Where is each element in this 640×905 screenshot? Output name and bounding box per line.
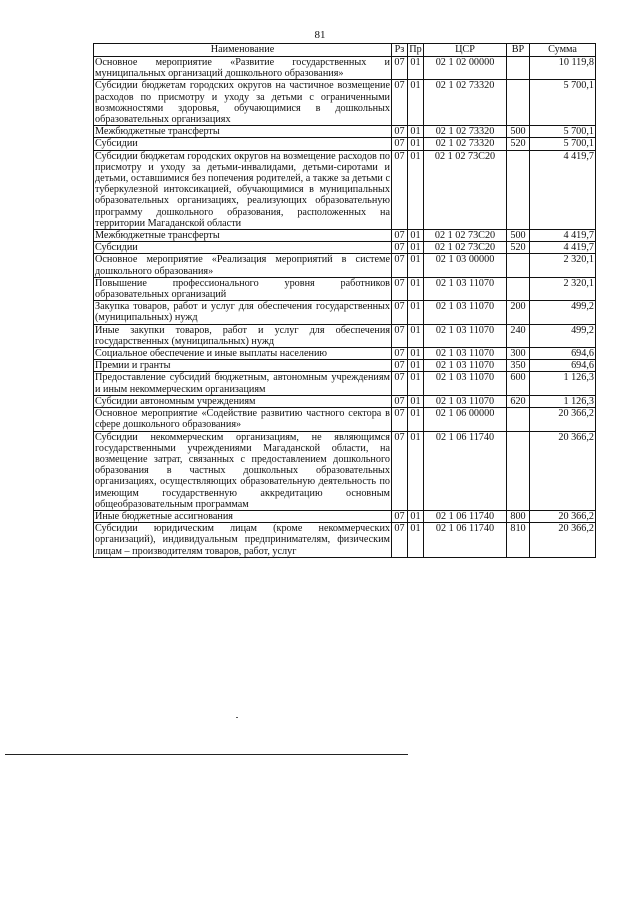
header-vr: ВР xyxy=(507,44,530,57)
row-pr: 01 xyxy=(408,523,424,558)
row-csr: 02 1 03 11070 xyxy=(424,360,507,372)
table-row xyxy=(94,510,596,522)
row-pr: 01 xyxy=(408,57,424,80)
row-pr: 01 xyxy=(408,360,424,372)
table-row xyxy=(94,372,596,395)
header-rz: Рз xyxy=(392,44,408,57)
row-name: Закупка товаров, работ и услуг для обеспечения государственных (муниципальных) нужд xyxy=(95,301,390,324)
row-vr xyxy=(507,408,530,431)
row-csr: 02 1 06 11740 xyxy=(424,523,507,558)
header-row xyxy=(94,44,596,57)
row-pr: 01 xyxy=(408,126,424,138)
row-csr: 02 1 03 00000 xyxy=(424,254,507,277)
row-rz: 07 xyxy=(392,510,408,522)
row-sum: 2 320,1 xyxy=(530,277,596,300)
budget-table xyxy=(93,43,596,558)
row-name: Субсидии некоммерческим организациям, не являющимся государственными учреждениями Магаданской области, на возмещение затрат, связанных с предоставлением дошкольного образования в частных дошкольных образовательных организациях, осуществляющих образовательную деятельность по имеющим государственную аккредитацию основным общеобразовательным программам xyxy=(95,431,390,510)
table-row xyxy=(94,360,596,372)
row-csr: 02 1 03 11070 xyxy=(424,301,507,324)
row-name: Предоставление субсидий бюджетным, автономным учреждениям и иным некоммерческим организациям xyxy=(95,372,390,395)
row-csr: 02 1 06 00000 xyxy=(424,408,507,431)
table-row xyxy=(94,277,596,300)
row-rz: 07 xyxy=(392,408,408,431)
row-rz: 07 xyxy=(392,80,408,126)
row-sum: 2 320,1 xyxy=(530,254,596,277)
row-pr: 01 xyxy=(408,254,424,277)
table-row xyxy=(94,80,596,126)
row-sum: 4 419,7 xyxy=(530,230,596,242)
row-csr: 02 1 03 11070 xyxy=(424,277,507,300)
row-rz: 07 xyxy=(392,348,408,360)
table-row xyxy=(94,348,596,360)
header-name: Наименование xyxy=(94,44,392,57)
row-rz: 07 xyxy=(392,57,408,80)
row-rz: 07 xyxy=(392,395,408,407)
row-csr: 02 1 06 11740 xyxy=(424,431,507,510)
row-vr xyxy=(507,254,530,277)
row-sum: 1 126,3 xyxy=(530,372,596,395)
row-csr: 02 1 02 73320 xyxy=(424,126,507,138)
row-sum: 694,6 xyxy=(530,360,596,372)
row-rz: 07 xyxy=(392,523,408,558)
row-vr: 200 xyxy=(507,301,530,324)
row-csr: 02 1 02 73320 xyxy=(424,80,507,126)
row-pr: 01 xyxy=(408,301,424,324)
row-pr: 01 xyxy=(408,138,424,150)
table-row xyxy=(94,523,596,558)
table-row xyxy=(94,324,596,347)
row-sum: 10 119,8 xyxy=(530,57,596,80)
row-pr: 01 xyxy=(408,510,424,522)
row-rz: 07 xyxy=(392,372,408,395)
row-csr: 02 1 02 73320 xyxy=(424,138,507,150)
header-sum: Сумма xyxy=(530,44,596,57)
row-sum: 5 700,1 xyxy=(530,126,596,138)
row-name: Субсидии xyxy=(94,242,392,254)
row-name: Субсидии бюджетам городских округов на возмещение расходов по присмотру и уходу за детьми-инвалидами, детьми-сиротами и детьми, оставшимися без попечения родителей, а также за детьми с туберкулезной интоксикацией, обучающимися в муниципальных образовательных организациях, реализующих образовательную программу дошкольного образования, расположенных на территории Магаданской области xyxy=(95,150,390,229)
row-csr: 02 1 02 73С20 xyxy=(424,230,507,242)
row-rz: 07 xyxy=(392,230,408,242)
scan-speck xyxy=(236,717,238,718)
row-name: Межбюджетные трансферты xyxy=(94,230,392,242)
row-rz: 07 xyxy=(392,360,408,372)
table-body xyxy=(94,57,596,558)
row-vr: 520 xyxy=(507,138,530,150)
row-name: Иные бюджетные ассигнования xyxy=(94,510,392,522)
table-row xyxy=(94,242,596,254)
row-pr: 01 xyxy=(408,150,424,229)
row-vr xyxy=(507,431,530,510)
row-sum: 499,2 xyxy=(530,301,596,324)
row-sum: 694,6 xyxy=(530,348,596,360)
row-vr xyxy=(507,150,530,229)
row-csr: 02 1 03 11070 xyxy=(424,324,507,347)
row-csr: 02 1 06 11740 xyxy=(424,510,507,522)
row-pr: 01 xyxy=(408,230,424,242)
row-name: Межбюджетные трансферты xyxy=(94,126,392,138)
row-csr: 02 1 03 11070 xyxy=(424,372,507,395)
table-header xyxy=(94,44,596,57)
row-pr: 01 xyxy=(408,80,424,126)
row-rz: 07 xyxy=(392,277,408,300)
row-vr: 810 xyxy=(507,523,530,558)
row-sum: 1 126,3 xyxy=(530,395,596,407)
row-sum: 20 366,2 xyxy=(530,523,596,558)
row-vr xyxy=(507,277,530,300)
table-row xyxy=(94,126,596,138)
row-name: Основное мероприятие «Реализация мероприятий в системе дошкольного образования» xyxy=(95,254,390,277)
row-name: Иные закупки товаров, работ и услуг для обеспечения государственных (муниципальных) нужд xyxy=(95,324,390,347)
row-csr: 02 1 02 73С20 xyxy=(424,242,507,254)
row-vr: 300 xyxy=(507,348,530,360)
row-vr: 500 xyxy=(507,126,530,138)
row-csr: 02 1 03 11070 xyxy=(424,348,507,360)
page-number: 81 xyxy=(314,29,326,41)
table-row xyxy=(94,301,596,324)
row-pr: 01 xyxy=(408,431,424,510)
row-sum: 20 366,2 xyxy=(530,431,596,510)
row-rz: 07 xyxy=(392,324,408,347)
header-pr: Пр xyxy=(409,44,422,55)
row-vr xyxy=(507,80,530,126)
row-rz: 07 xyxy=(392,301,408,324)
row-name: Социальное обеспечение и иные выплаты населению xyxy=(94,348,392,360)
row-csr: 02 1 03 11070 xyxy=(424,395,507,407)
row-sum: 5 700,1 xyxy=(530,80,596,126)
row-sum: 499,2 xyxy=(530,324,596,347)
row-pr: 01 xyxy=(408,277,424,300)
row-vr: 520 xyxy=(507,242,530,254)
row-name: Субсидии автономным учреждениям xyxy=(94,395,392,407)
row-vr: 620 xyxy=(507,395,530,407)
row-pr: 01 xyxy=(408,372,424,395)
table-row xyxy=(94,138,596,150)
row-sum: 4 419,7 xyxy=(530,242,596,254)
row-vr: 600 xyxy=(507,372,530,395)
row-name: Субсидии бюджетам городских округов на частичное возмещение расходов по присмотру и уходу за детьми с ограниченными возможностями здоровья, обучающимися в дошкольных образовательных организациях xyxy=(95,80,390,126)
footer-rule xyxy=(5,754,408,755)
row-rz: 07 xyxy=(392,126,408,138)
row-name: Основное мероприятие «Содействие развитию частного сектора в сфере дошкольного образования» xyxy=(95,408,390,431)
table-row xyxy=(94,230,596,242)
table-row xyxy=(94,408,596,431)
row-name: Основное мероприятие «Развитие государственных и муниципальных организаций дошкольного образования» xyxy=(95,57,390,80)
row-vr xyxy=(507,57,530,80)
row-pr: 01 xyxy=(408,242,424,254)
table-row xyxy=(94,254,596,277)
row-vr: 500 xyxy=(507,230,530,242)
row-rz: 07 xyxy=(392,242,408,254)
row-csr: 02 1 02 73С20 xyxy=(424,150,507,229)
row-name: Субсидии юридическим лицам (кроме некоммерческих организаций), индивидуальным предпринимателям, физическим лицам – производителям товаров, работ, услуг xyxy=(95,523,390,557)
table-row xyxy=(94,57,596,80)
row-name: Премии и гранты xyxy=(94,360,392,372)
row-pr: 01 xyxy=(408,348,424,360)
header-csr: ЦСР xyxy=(424,44,507,57)
row-rz: 07 xyxy=(392,254,408,277)
row-rz: 07 xyxy=(392,431,408,510)
row-pr: 01 xyxy=(408,408,424,431)
table-row xyxy=(94,150,596,229)
table-row xyxy=(94,431,596,510)
table-row xyxy=(94,395,596,407)
row-sum: 20 366,2 xyxy=(530,408,596,431)
row-rz: 07 xyxy=(392,150,408,229)
row-vr: 350 xyxy=(507,360,530,372)
row-pr: 01 xyxy=(408,395,424,407)
row-sum: 4 419,7 xyxy=(530,150,596,229)
row-sum: 5 700,1 xyxy=(530,138,596,150)
row-sum: 20 366,2 xyxy=(530,510,596,522)
row-pr: 01 xyxy=(408,324,424,347)
row-rz: 07 xyxy=(392,138,408,150)
row-name: Повышение профессионального уровня работников образовательных организаций xyxy=(95,277,390,301)
row-csr: 02 1 02 00000 xyxy=(424,57,507,80)
row-vr: 240 xyxy=(507,324,530,347)
row-name: Субсидии xyxy=(94,138,392,150)
row-vr: 800 xyxy=(507,510,530,522)
